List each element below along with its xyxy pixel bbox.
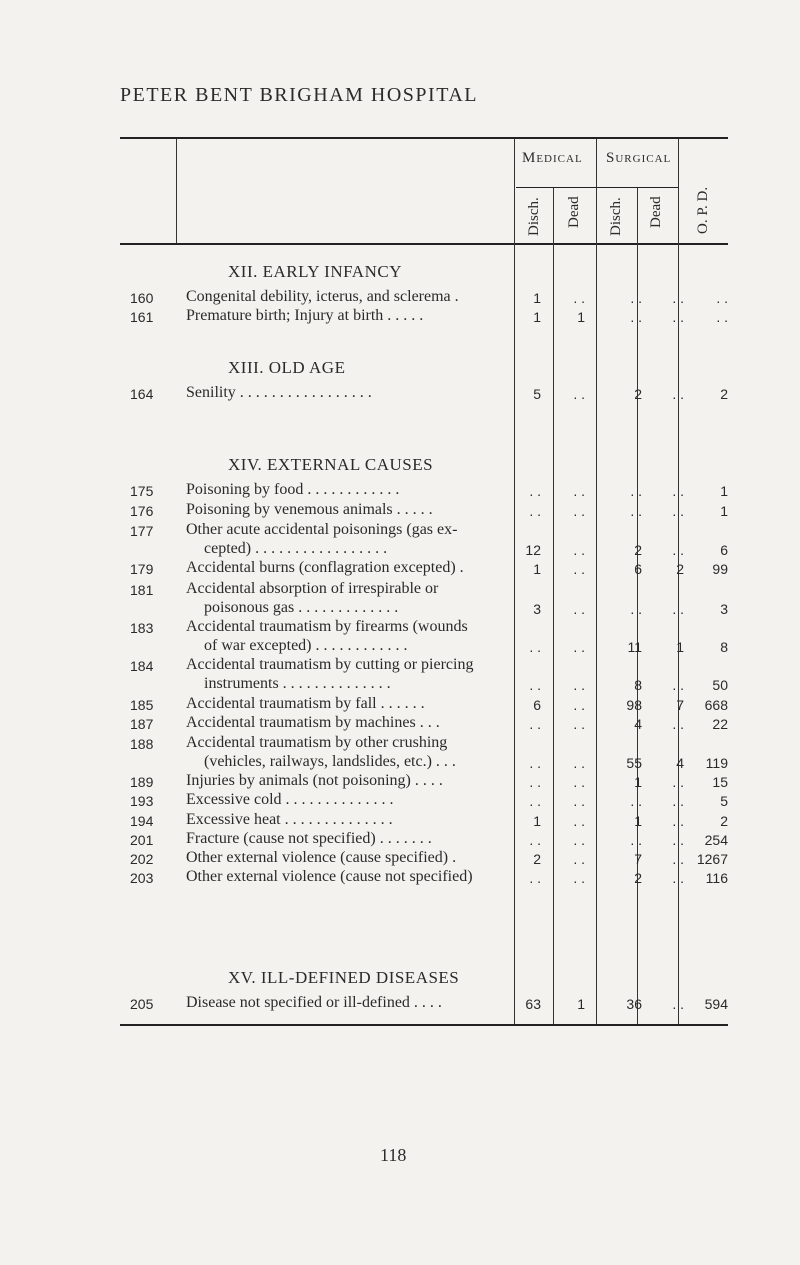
row-number: 177: [130, 523, 154, 539]
row-label-continuation: instruments . . . . . . . . . . . . . .: [204, 675, 391, 692]
row-label: Senility . . . . . . . . . . . . . . . . .: [186, 384, 372, 401]
data-cell: 1267: [696, 851, 728, 867]
data-cell: . .: [630, 483, 642, 499]
row-label: Accidental traumatism by fall . . . . . .: [186, 695, 425, 712]
col-medical-disch: Disch.: [526, 197, 542, 236]
data-cell: 12: [525, 542, 541, 558]
data-cell: 8: [720, 639, 728, 655]
data-cell: 50: [712, 677, 728, 693]
data-cell: 7: [634, 851, 642, 867]
table-row: [0, 714, 800, 734]
data-cell: . .: [529, 503, 541, 519]
data-cell: . .: [573, 503, 585, 519]
data-cell: 119: [705, 755, 728, 771]
data-cell: . .: [672, 677, 684, 693]
data-cell: 1: [533, 561, 541, 577]
table-row: [0, 559, 800, 579]
row-number: 183: [130, 620, 154, 636]
data-cell: . .: [672, 290, 684, 306]
data-cell: 1: [577, 996, 585, 1012]
data-cell: 1: [634, 774, 642, 790]
data-cell: 2: [720, 813, 728, 829]
data-cell: 5: [720, 793, 728, 809]
row-label: Poisoning by food . . . . . . . . . . . .: [186, 481, 400, 498]
data-cell: . .: [672, 996, 684, 1012]
table-row: [0, 868, 800, 888]
table-row-continuation: [0, 753, 800, 773]
data-cell: 22: [712, 716, 728, 732]
row-number: 181: [130, 582, 154, 598]
data-cell: 1: [533, 290, 541, 306]
data-cell: 254: [704, 832, 728, 848]
data-cell: . .: [529, 755, 541, 771]
data-cell: . .: [529, 716, 541, 732]
data-cell: . .: [573, 851, 585, 867]
data-cell: 15: [712, 774, 728, 790]
data-cell: . .: [529, 639, 541, 655]
row-label: Accidental burns (conflagration excepted) .: [186, 559, 464, 576]
col-surgical-disch: Disch.: [608, 197, 624, 236]
table-bottom-rule: [120, 1024, 728, 1026]
row-number: 189: [130, 774, 154, 790]
data-cell: . .: [672, 813, 684, 829]
group-surgical: Surgical: [606, 150, 672, 166]
col-opd: O. P. D.: [695, 186, 711, 234]
row-label-continuation: cepted) . . . . . . . . . . . . . . . . .: [204, 540, 388, 557]
table-row: [0, 772, 800, 792]
running-head: PETER BENT BRIGHAM HOSPITAL: [120, 84, 478, 106]
page-number: 118: [380, 1145, 407, 1165]
data-cell: . .: [529, 677, 541, 693]
data-cell: 5: [533, 386, 541, 402]
table-row: [0, 734, 800, 754]
data-cell: . .: [573, 774, 585, 790]
data-cell: 99: [712, 561, 728, 577]
row-number: 203: [130, 870, 154, 886]
table-row: [0, 695, 800, 715]
data-cell: . .: [573, 677, 585, 693]
row-number: 179: [130, 561, 154, 577]
table-row: [0, 521, 800, 541]
data-cell: 2: [634, 542, 642, 558]
data-cell: 2: [634, 386, 642, 402]
table-row: [0, 791, 800, 811]
table-row: [0, 618, 800, 638]
data-cell: 1: [634, 813, 642, 829]
row-label-continuation: poisonous gas . . . . . . . . . . . . .: [204, 599, 399, 616]
table-row: [0, 830, 800, 850]
row-number: 201: [130, 832, 154, 848]
data-cell: . .: [672, 386, 684, 402]
row-label: Accidental traumatism by firearms (wounds: [186, 618, 468, 635]
data-cell: 1: [533, 813, 541, 829]
row-label: Accidental traumatism by machines . . .: [186, 714, 440, 731]
row-label: Premature birth; Injury at birth . . . . .: [186, 307, 424, 324]
data-cell: . .: [672, 542, 684, 558]
data-cell: . .: [630, 290, 642, 306]
data-cell: . .: [573, 716, 585, 732]
data-cell: . .: [672, 793, 684, 809]
data-cell: 1: [577, 309, 585, 325]
data-cell: . .: [630, 601, 642, 617]
table-top-rule: [120, 137, 728, 139]
row-label: Excessive cold . . . . . . . . . . . . . .: [186, 791, 394, 808]
data-cell: 1: [720, 503, 728, 519]
data-cell: 594: [704, 996, 728, 1012]
data-cell: 98: [626, 697, 642, 713]
data-cell: . .: [529, 793, 541, 809]
row-number: 164: [130, 386, 154, 402]
data-cell: . .: [573, 793, 585, 809]
data-cell: . .: [573, 561, 585, 577]
data-cell: . .: [630, 793, 642, 809]
row-label: Injuries by animals (not poisoning) . . . .: [186, 772, 443, 789]
data-cell: 1: [533, 309, 541, 325]
data-cell: . .: [573, 832, 585, 848]
row-label: Disease not specified or ill-defined . . . .: [186, 994, 442, 1011]
table-row: [0, 384, 800, 404]
data-cell: 4: [634, 716, 642, 732]
row-number: 193: [130, 793, 154, 809]
row-label: Poisoning by venemous animals . . . . .: [186, 501, 433, 518]
data-cell: . .: [529, 483, 541, 499]
data-cell: . .: [573, 386, 585, 402]
row-number: 161: [130, 309, 154, 325]
row-label: Other external violence (cause specified) .: [186, 849, 457, 866]
data-cell: . .: [672, 601, 684, 617]
row-number: 187: [130, 716, 154, 732]
section-heading: XII. EARLY INFANCY: [228, 262, 402, 281]
row-label: Fracture (cause not specified) . . . . . . .: [186, 830, 432, 847]
col-medical-dead: Dead: [566, 196, 582, 228]
table-row: [0, 580, 800, 600]
data-cell: 2: [676, 561, 684, 577]
data-cell: . .: [716, 290, 728, 306]
row-number: 184: [130, 658, 154, 674]
data-cell: 1: [720, 483, 728, 499]
row-label: Other acute accidental poisonings (gas ex-: [186, 521, 458, 538]
row-number: 202: [130, 851, 154, 867]
data-cell: . .: [716, 309, 728, 325]
group-header-rule: [516, 187, 678, 188]
data-cell: . .: [630, 503, 642, 519]
table-row: [0, 288, 800, 308]
data-cell: . .: [573, 697, 585, 713]
row-number: 205: [130, 996, 154, 1012]
data-cell: 11: [627, 639, 642, 655]
row-label-continuation: (vehicles, railways, landslides, etc.) . . .: [204, 753, 456, 770]
data-cell: . .: [529, 832, 541, 848]
row-label: Accidental traumatism by cutting or piercing: [186, 656, 474, 673]
data-cell: . .: [672, 716, 684, 732]
row-number: 176: [130, 503, 154, 519]
col-surgical-dead: Dead: [648, 196, 664, 228]
row-label: Excessive heat . . . . . . . . . . . . . .: [186, 811, 393, 828]
data-cell: . .: [573, 870, 585, 886]
data-cell: . .: [672, 774, 684, 790]
data-cell: 6: [634, 561, 642, 577]
data-cell: 55: [626, 755, 642, 771]
table-row: [0, 481, 800, 501]
data-cell: . .: [672, 870, 684, 886]
row-number: 185: [130, 697, 154, 713]
section-heading: XIII. OLD AGE: [228, 358, 346, 377]
table-row: [0, 656, 800, 676]
section-heading: XV. ILL-DEFINED DISEASES: [228, 968, 460, 987]
table-row: [0, 849, 800, 869]
data-cell: . .: [672, 832, 684, 848]
data-cell: . .: [573, 542, 585, 558]
table-row-continuation: [0, 675, 800, 695]
data-cell: 6: [720, 542, 728, 558]
data-cell: 116: [705, 870, 728, 886]
section-heading: XIV. EXTERNAL CAUSES: [228, 455, 434, 474]
data-cell: 3: [720, 601, 728, 617]
table-row-continuation: [0, 540, 800, 560]
row-label-continuation: of war excepted) . . . . . . . . . . . .: [204, 637, 408, 654]
data-cell: . .: [573, 755, 585, 771]
data-cell: 2: [634, 870, 642, 886]
data-cell: . .: [672, 503, 684, 519]
table-row-continuation: [0, 599, 800, 619]
row-label: Accidental traumatism by other crushing: [186, 734, 448, 751]
data-cell: . .: [573, 601, 585, 617]
table-row-continuation: [0, 637, 800, 657]
data-cell: 8: [634, 677, 642, 693]
data-cell: 2: [533, 851, 541, 867]
data-cell: 7: [676, 697, 684, 713]
data-cell: 3: [533, 601, 541, 617]
data-cell: . .: [672, 309, 684, 325]
data-cell: . .: [573, 483, 585, 499]
table-row: [0, 501, 800, 521]
row-number: 194: [130, 813, 154, 829]
data-cell: 36: [626, 996, 642, 1012]
data-cell: 668: [704, 697, 728, 713]
group-medical: Medical: [522, 150, 583, 166]
row-label: Other external violence (cause not specified): [186, 868, 473, 885]
table-row: [0, 307, 800, 327]
row-number: 175: [130, 483, 154, 499]
data-cell: . .: [630, 832, 642, 848]
data-cell: 63: [525, 996, 541, 1012]
data-cell: . .: [529, 870, 541, 886]
row-label: Congenital debility, icterus, and sclerema .: [186, 288, 459, 305]
data-cell: 2: [720, 386, 728, 402]
data-cell: 4: [676, 755, 684, 771]
data-cell: . .: [573, 813, 585, 829]
data-cell: 6: [533, 697, 541, 713]
data-cell: 1: [676, 639, 684, 655]
row-number: 188: [130, 736, 154, 752]
data-cell: . .: [672, 851, 684, 867]
table-row: [0, 811, 800, 831]
data-cell: . .: [630, 309, 642, 325]
data-cell: . .: [529, 774, 541, 790]
table-row: [0, 994, 800, 1014]
data-cell: . .: [672, 483, 684, 499]
stub-divider-header: [176, 139, 177, 243]
data-cell: . .: [573, 639, 585, 655]
row-label: Accidental absorption of irrespirable or: [186, 580, 439, 597]
data-cell: . .: [573, 290, 585, 306]
row-number: 160: [130, 290, 154, 306]
